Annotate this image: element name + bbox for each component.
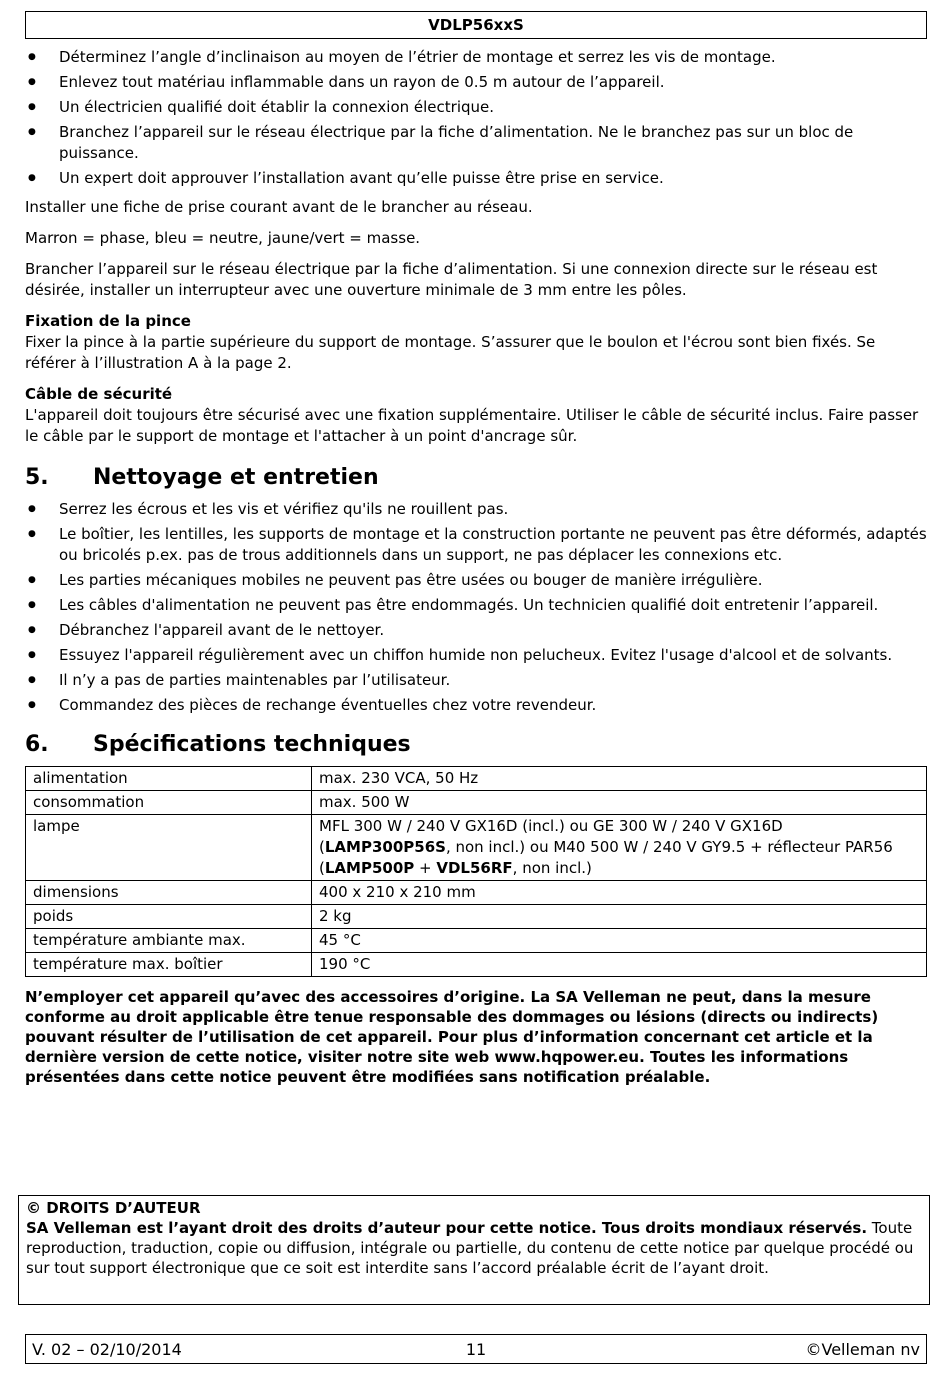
spec-label: poids: [26, 905, 312, 929]
clamp-heading: Fixation de la pince: [25, 312, 191, 330]
section-5-heading: [25, 463, 927, 493]
table-row: [26, 881, 927, 905]
table-row: [26, 929, 927, 953]
wire-colors-paragraph: Marron = phase, bleu = neutre, jaune/vert = masse.: [25, 229, 421, 247]
document-title: VDLP56xxS: [428, 16, 524, 34]
page-footer: [25, 1334, 927, 1364]
plug-paragraph: Installer une fiche de prise courant avant de le brancher au réseau.: [25, 198, 533, 216]
list-item: ● Le boîtier, les lentilles, les supports de montage et la construction portante ne peuvent pas être déformés, adaptés ou bricolés p.ex. pas de trous additionnels dans un support, ne pas déplacer les connexions etc.: [25, 524, 927, 566]
clamp-block: [25, 311, 927, 374]
version-date: V. 02 – 02/10/2014: [32, 1340, 182, 1359]
lamp-text: , non incl.) ou M40 500 W / 240 V GY9.5 + réflecteur PAR56 (: [319, 838, 893, 877]
copyright-bold-text: SA Velleman est l’ayant droit des droits d’auteur pour cette notice. Tous droits mondiaux réservés.: [26, 1219, 868, 1237]
safety-cable-heading: Câble de sécurité: [25, 385, 173, 403]
copyright-text: [26, 1218, 922, 1278]
lamp-text: , non incl.): [512, 859, 592, 877]
list-item: ● Déterminez l’angle d’inclinaison au moyen de l’étrier de montage et serrez les vis de montage.: [25, 47, 927, 68]
lamp-model-code: LAMP500P: [324, 859, 415, 877]
table-row: [26, 953, 927, 977]
list-item: ● Il n’y a pas de parties maintenables par l’utilisateur.: [25, 670, 927, 691]
table-row: [26, 791, 927, 815]
disclaimer-text: N’employer cet appareil qu’avec des accessoires d’origine. La SA Velleman ne peut, dans la mesure conforme au droit applicable être tenue responsable des dommages ou lésions (directs ou indirects) pouvant résulter de l’utilisation de cet appareil. Pour plus d’information concernant cet article et la dernière version de cette notice, visiter notre site web www.hqpower.eu. Toutes les informations présentées dans cette notice peuvent être modifiées sans notification préalable.: [25, 988, 879, 1086]
copyright-heading: © DROITS D’AUTEUR: [26, 1199, 201, 1217]
maintenance-bullet-list: [25, 499, 927, 716]
install-bullet-list: [25, 47, 927, 189]
list-item: ● Les câbles d'alimentation ne peuvent pas être endommagés. Un technicien qualifié doit entretenir l’appareil.: [25, 595, 927, 616]
specifications-table: [25, 766, 927, 977]
lamp-model-code: VDL56RF: [436, 859, 513, 877]
safety-cable-block: [25, 384, 927, 447]
table-row: [26, 815, 927, 881]
connection-paragraph: Brancher l’appareil sur le réseau électrique par la fiche d’alimentation. Si une connexion directe sur le réseau est désirée, installer un interrupteur avec une ouverture minimale de 3 mm entre les pôles.: [25, 260, 878, 299]
company-name: ©Velleman nv: [805, 1340, 920, 1359]
page-header: [25, 11, 927, 39]
section-number: 6.: [25, 732, 49, 757]
section-number: 5.: [25, 465, 49, 490]
lamp-text: MFL 300 W / 240 V GX16D (incl.) ou GE 300 W / 240 V GX16D (: [319, 817, 783, 856]
spec-value: 2 kg: [312, 905, 927, 929]
list-item: ● Enlevez tout matériau inflammable dans un rayon de 0.5 m autour de l’appareil.: [25, 72, 927, 93]
list-item: ● Branchez l’appareil sur le réseau électrique par la fiche d’alimentation. Ne le branchez pas sur un bloc de puissance.: [25, 122, 927, 164]
list-item: ● Les parties mécaniques mobiles ne peuvent pas être usées ou bouger de manière irrégulière.: [25, 570, 927, 591]
clamp-text: Fixer la pince à la partie supérieure du support de montage. S’assurer que le boulon et l'écrou sont bien fixés. Se référer à l’illustration A à la page 2.: [25, 333, 876, 372]
spec-value: 45 °C: [312, 929, 927, 953]
spec-value: 400 x 210 x 210 mm: [312, 881, 927, 905]
table-row: [26, 767, 927, 791]
list-item: ● Un expert doit approuver l’installation avant qu’elle puisse être prise en service.: [25, 168, 927, 189]
lamp-model-code: LAMP300P56S: [324, 838, 446, 856]
spec-label: température max. boîtier: [26, 953, 312, 977]
copyright-box: [18, 1195, 930, 1305]
spec-label: température ambiante max.: [26, 929, 312, 953]
section-title: Spécifications techniques: [93, 732, 411, 757]
spec-label: dimensions: [26, 881, 312, 905]
spec-value: 190 °C: [312, 953, 927, 977]
spec-value: [312, 815, 927, 881]
spec-label: lampe: [26, 815, 312, 881]
lamp-text: +: [414, 859, 437, 877]
list-item: ● Serrez les écrous et les vis et vérifiez qu'ils ne rouillent pas.: [25, 499, 927, 520]
spec-value: max. 230 VCA, 50 Hz: [312, 767, 927, 791]
section-6-heading: [25, 730, 927, 760]
section-title: Nettoyage et entretien: [93, 465, 379, 490]
copyright-body-text: Toute reproduction, traduction, copie ou diffusion, intégrale ou partielle, du contenu de cette notice par quelque procédé ou sur tout support électronique que ce soit est interdite sans l’accord préalable écrit de l’ayant droit.: [26, 1219, 914, 1277]
list-item: ● Essuyez l'appareil régulièrement avec un chiffon humide non pelucheux. Evitez l'usage d'alcool et de solvants.: [25, 645, 927, 666]
spec-label: consommation: [26, 791, 312, 815]
spec-label: alimentation: [26, 767, 312, 791]
spec-value: max. 500 W: [312, 791, 927, 815]
list-item: ● Un électricien qualifié doit établir la connexion électrique.: [25, 97, 927, 118]
list-item: ● Débranchez l'appareil avant de le nettoyer.: [25, 620, 927, 641]
page-content: [25, 47, 927, 1087]
list-item: ● Commandez des pièces de rechange éventuelles chez votre revendeur.: [25, 695, 927, 716]
page-number: 11: [465, 1340, 487, 1359]
table-row: [26, 905, 927, 929]
safety-cable-text: L'appareil doit toujours être sécurisé avec une fixation supplémentaire. Utiliser le câble de sécurité inclus. Faire passer le câble par le support de montage et l'attacher à un point d'ancrage sûr.: [25, 406, 919, 445]
